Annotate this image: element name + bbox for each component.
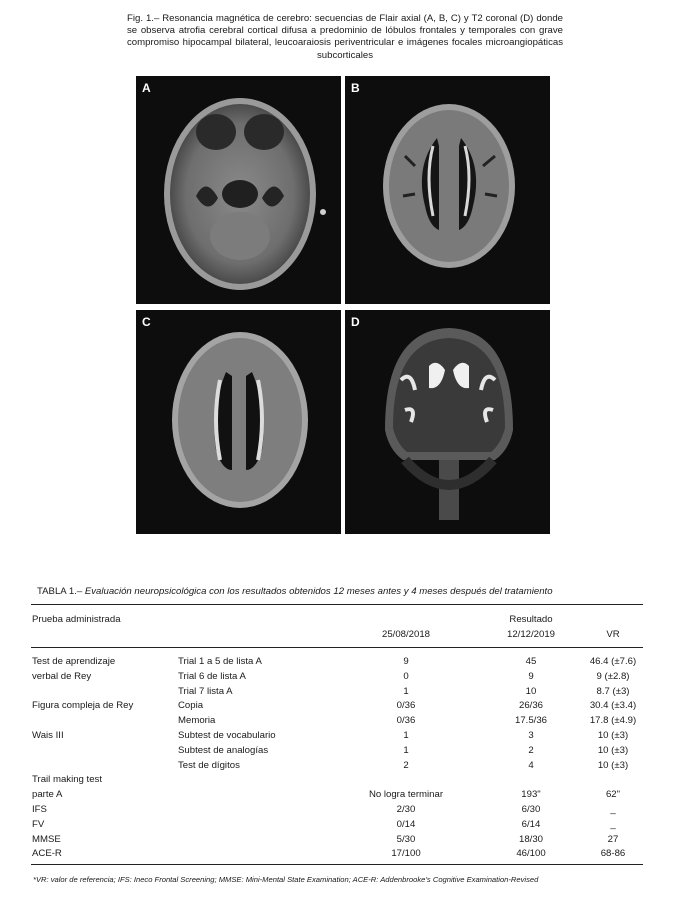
row-test: ACE-R (32, 848, 62, 860)
mri-panel-b (345, 76, 550, 304)
table-title-prefix: TABLA 1.– (37, 586, 85, 597)
row-value-2018: 1 (403, 685, 409, 697)
row-value-2018: 0 (403, 670, 409, 682)
header-date1: 25/08/2018 (381, 629, 431, 640)
row-value-2019: 6/30 (521, 804, 541, 815)
panel-label: C (142, 315, 151, 329)
row-vr: _ (610, 818, 616, 830)
figure-caption: Fig. 1.– Resonancia magnética de cerebro: secuencias de Flair axial (A, B, C) y T2 coronal (D) donde se observa atrofia cerebral cortical difusa a predominio de lóbulos frontales y temporales con grave compromiso hipocampal bilateral, leucoaraiosis periventricular e imágenes focales microangiopáticas subcorticales (127, 13, 563, 61)
row-value-2019: 46/100 (516, 848, 546, 860)
row-test: FV (32, 818, 45, 830)
table-title (37, 586, 553, 597)
row-vr: 9 (±2.8) (596, 670, 630, 682)
row-value-2019: 4 (528, 759, 534, 771)
row-value-2018: 9 (403, 656, 409, 667)
row-subtest: Copia (178, 700, 204, 712)
row-subtest: Subtest de analogías (178, 744, 269, 756)
row-subtest: Subtest de vocabulario (178, 730, 276, 741)
row-value-2018: No logra terminar (368, 789, 444, 801)
row-value-2019: 45 (525, 656, 537, 667)
table-title-text: Evaluación neuropsicológica con los resultados obtenidos 12 meses antes y 4 meses después del tratamiento (84, 586, 553, 597)
row-value-2018: 0/36 (396, 700, 416, 712)
row-test: Test de aprendizaje (32, 656, 116, 667)
row-value-2019: 26/36 (518, 700, 544, 712)
row-subtest: Trial 1 a 5 de lista A (178, 656, 262, 667)
row-vr: 68-86 (600, 848, 626, 860)
row-value-2018: 0/14 (396, 818, 416, 830)
row-value-2018: 2/30 (396, 804, 416, 815)
table-bottom-rule (31, 864, 643, 865)
row-subtest: Test de dígitos (178, 759, 240, 771)
row-test: Trail making test (32, 774, 103, 786)
row-test: verbal de Rey (32, 670, 92, 682)
header-prueba: Prueba administrada (32, 614, 121, 625)
row-value-2019: 9 (528, 670, 534, 682)
table-top-rule (31, 604, 643, 605)
row-value-2018: 1 (403, 730, 409, 741)
table-footnote: *VR: valor de referencia; IFS: Ineco Frontal Screening; MMSE: Mini-Mental State Examination; ACE-R: Addenbrooke’s Cognitive Examination-Revised (33, 875, 539, 884)
row-value-2019: 17.5/36 (514, 715, 548, 727)
row-vr: 30.4 (±3.4) (589, 700, 637, 712)
mri-panel-c (136, 310, 341, 534)
row-value-2019: 193" (521, 789, 541, 801)
row-value-2019: 10 (525, 685, 537, 697)
row-value-2019: 18/30 (518, 833, 544, 845)
mri-axial-b-image (345, 76, 550, 304)
row-value-2019: 3 (528, 730, 534, 741)
row-vr: 10 (±3) (597, 759, 629, 771)
panel-label: D (351, 315, 360, 329)
row-test: Figura compleja de Rey (32, 700, 134, 712)
row-vr: 8.7 (±3) (596, 685, 630, 697)
row-value-2019: 6/14 (521, 818, 541, 830)
row-vr: 46.4 (±7.6) (589, 656, 637, 667)
row-value-2018: 0/36 (396, 715, 416, 727)
row-value-2019: 2 (528, 744, 534, 756)
row-vr: 62" (605, 789, 621, 801)
mri-panel-d (345, 310, 550, 534)
row-test: IFS (32, 804, 47, 815)
row-vr: 10 (±3) (597, 744, 629, 756)
row-vr: _ (610, 804, 616, 815)
row-subtest: Trial 6 de lista A (178, 670, 246, 682)
mri-axial-a-image (136, 76, 341, 304)
row-vr: 10 (±3) (597, 730, 629, 741)
header-date2: 12/12/2019 (506, 629, 556, 640)
row-value-2018: 17/100 (391, 848, 421, 860)
row-value-2018: 5/30 (396, 833, 416, 845)
row-vr: 17.8 (±4.9) (589, 715, 637, 727)
mri-panel-a (136, 76, 341, 304)
row-value-2018: 1 (403, 744, 409, 756)
row-value-2018: 2 (403, 759, 409, 771)
mri-coronal-d-image (345, 310, 550, 534)
header-resultado: Resultado (509, 614, 553, 625)
header-vr: VR (606, 629, 620, 640)
panel-label: B (351, 81, 360, 95)
row-subtest: Memoria (178, 715, 216, 727)
row-test: MMSE (32, 833, 61, 845)
row-vr: 27 (607, 833, 619, 845)
mri-axial-c-image (136, 310, 341, 534)
row-subtest: Trial 7 lista A (178, 685, 233, 697)
row-test: Wais III (32, 730, 64, 741)
table-header-rule (31, 647, 643, 648)
row-test: parte A (32, 789, 63, 801)
panel-label: A (142, 81, 151, 95)
